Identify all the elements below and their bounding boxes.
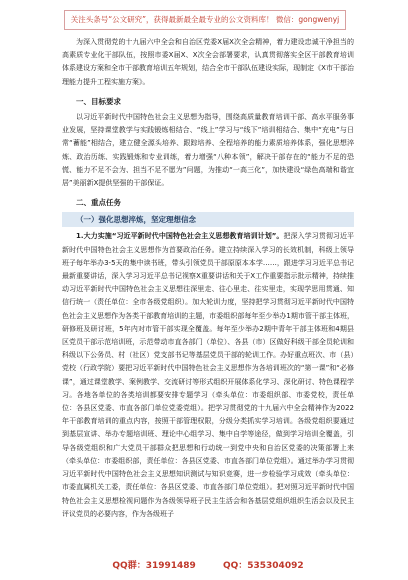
task-item-1-title: 1.大力实施“习近平新时代中国特色社会主义思想教育培训计划”。 [76, 232, 284, 241]
section-heading-goals: 一、目标要求 [76, 96, 121, 106]
task-item-1 [62, 230, 354, 520]
goals-paragraph: 以习近平新时代中国特色社会主义思想为指导，围绕高质量教育培训干部、高水平服务事业发展，坚持课堂教学与实践锻炼相结合、“线上”学习与“线下”培训相结合、集中“充电”与日常“蓄能”相结合，建立健全源头培养、跟踪培养、全程培养的能力素质培养体系，强化思想淬炼、政治历练、实践锻炼和专业训练，着力增强“八种本领”，解决干部存在的“能力不足的恐慌、能力不足不会为、担当不足不愿为”问题，为推动“一高三化”，加快建设“绿色高端和谐宜居”美丽新X提供坚强的干部保证。 [62, 113, 354, 188]
task-item-1-text: 把深入学习贯彻习近平新时代中国特色社会主义思想作为首要政治任务。建立持续深入学习的长效机制，科级上领导班子每年举办3-5天的集中读书班，带头引领党员干部原原本本学……，跟进学习习近平总书记最新重要讲话，深入学习习近平总书记视察X重要讲话和关于X工作重要指示批示精神，持续推动习近平新时代中国特色社会主义思想往深里走、往心里走、往实里走，实现学思用贯通、知信行统一（责任单位：全市各级党组织）。加大轮训力度，坚持把学习贯彻习近平新时代中国特色社会主义思想作为各类干部教育培训的主题，市委组织部每年至少举办1期市管干部主体班，研修班及研讨班，5年内对市管干部实现全覆盖。每年至少举办2期中青年干部主体班和4期县区党员干部示范培训班，示范带动市直各部门（单位）、各县（市）区做好科级干部全员轮训和科级以下公务员、村（社区）党支部书记等基层党员干部的轮训工作。办好重点班次、市（县）党校（行政学院）要把习近平新时代中国特色社会主义思想作为各培训班次的“第一课”和“必修课”，通过课堂教学、案例教学、交流研讨等形式组织开展体系化学习、深化研讨、特色课程学习。各地各单位的各类培训都要安排专题学习（牵头单位：市委组织部、市委党校，责任单位：各县区党委、市直各部门单位党委党组）。把学习贯彻党的十九届六中全会精神作为2022年干部教育培训的重点内容，按照干部管理权限，分级分类抓实学习培训。各级党组织要通过到基层宣讲、举办专题培训班、理论中心组学习、集中自学等途径，做到学习培训全覆盖，引导各级党组织和广大党员干部群众把思想和行动统一到党中央和自治区党委的决策部署上来（牵头单位：市委组织部，责任单位：各县区党委、市直各部门单位党组）。通过举办学习贯彻习近平新时代中国特色社会主义思想知识测试与知识竞赛，进一步检验学习成效（牵头单位：市委直属机关工委，责任单位：各县区党委、市直各部门单位党组）。把对照习近平新时代中国特色社会主义思想检视问题作为各级领导班子民主生活会和各基层党组织组织生活会以及民主评议党员的必要内容，作为各级班子 [62, 232, 355, 518]
qq-label: QQ：535304092 [222, 561, 304, 571]
top-banner: 关注头条号“公文研究”，获得最新最全最专业的公文资料库！ 微信：gongwenyj [64, 10, 346, 30]
document-body [62, 36, 354, 521]
intro-paragraph: 为深入贯彻党的十九届六中全会和自治区党委X届X次全会精神，着力建设忠诚干净担当的高素质专业化干部队伍，按照市委X届X、X次全会部署要求，认真贯彻落实全区干部教育培训体系建设方案和全市干部教育培训五年规划，结合全市干部队伍建设实际，现制定《X市干部治理能力提升工程实施方案》。 [62, 38, 354, 86]
qq-group-label: QQ群：31991489 [112, 561, 196, 571]
section-heading-tasks: 二、重点任务 [76, 198, 121, 208]
subsection-heading: （一）强化思想淬炼，坚定理想信念 [62, 212, 354, 227]
bottom-banner [62, 558, 354, 571]
